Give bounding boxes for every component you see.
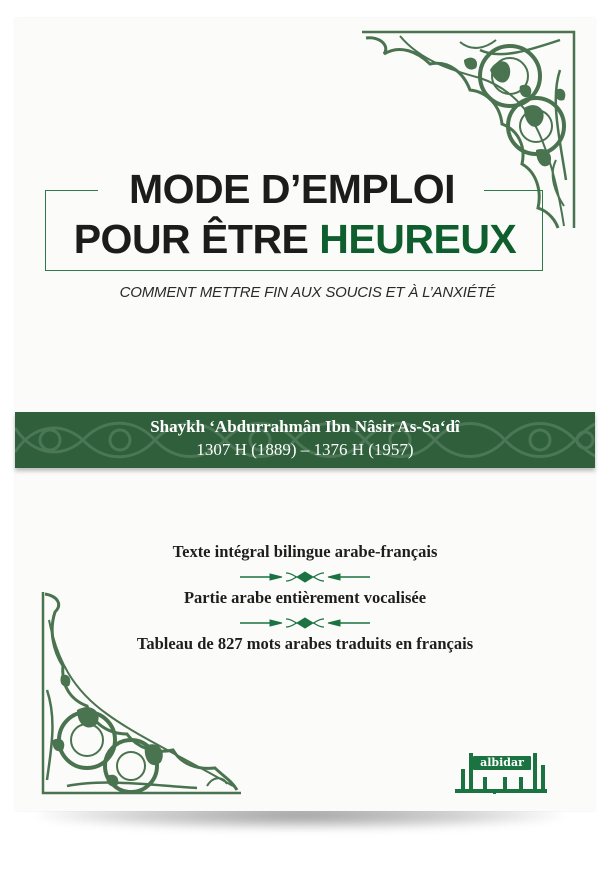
subtitle: COMMENT METTRE FIN AUX SOUCIS ET À L’ANXIÉTÉ: [119, 284, 496, 301]
author-dates: 1307 H (1889) – 1376 H (1957): [196, 440, 414, 459]
feature-line-3: Tableau de 827 mots arabes traduits en français: [136, 634, 474, 653]
author-name: Shaykh ‘Abdurrahmân Ibn Nâsir As-Sa‘dî: [150, 417, 460, 436]
title-line-1: MODE D’EMPLOI: [128, 166, 456, 212]
publisher-logo: [453, 751, 549, 794]
author-band: [15, 412, 595, 468]
publisher-latin-name: albidar: [473, 756, 531, 770]
book-cover: [15, 18, 595, 811]
title-line-2: [45, 214, 545, 264]
flourish-divider-icon: [240, 570, 370, 584]
title-frame-top-left: [46, 190, 98, 191]
feature-line-1: Texte intégral bilingue arabe-français: [172, 542, 438, 561]
flourish-divider-icon: [240, 616, 370, 630]
arabesque-corner-ornament-icon: [27, 590, 243, 795]
title-line-2-prefix: POUR ÊTRE: [73, 216, 320, 262]
title-frame-top-right: [484, 190, 542, 191]
feature-line-2: Partie arabe entièrement vocalisée: [183, 588, 427, 607]
title-accent-word: HEUREUX: [319, 216, 517, 262]
